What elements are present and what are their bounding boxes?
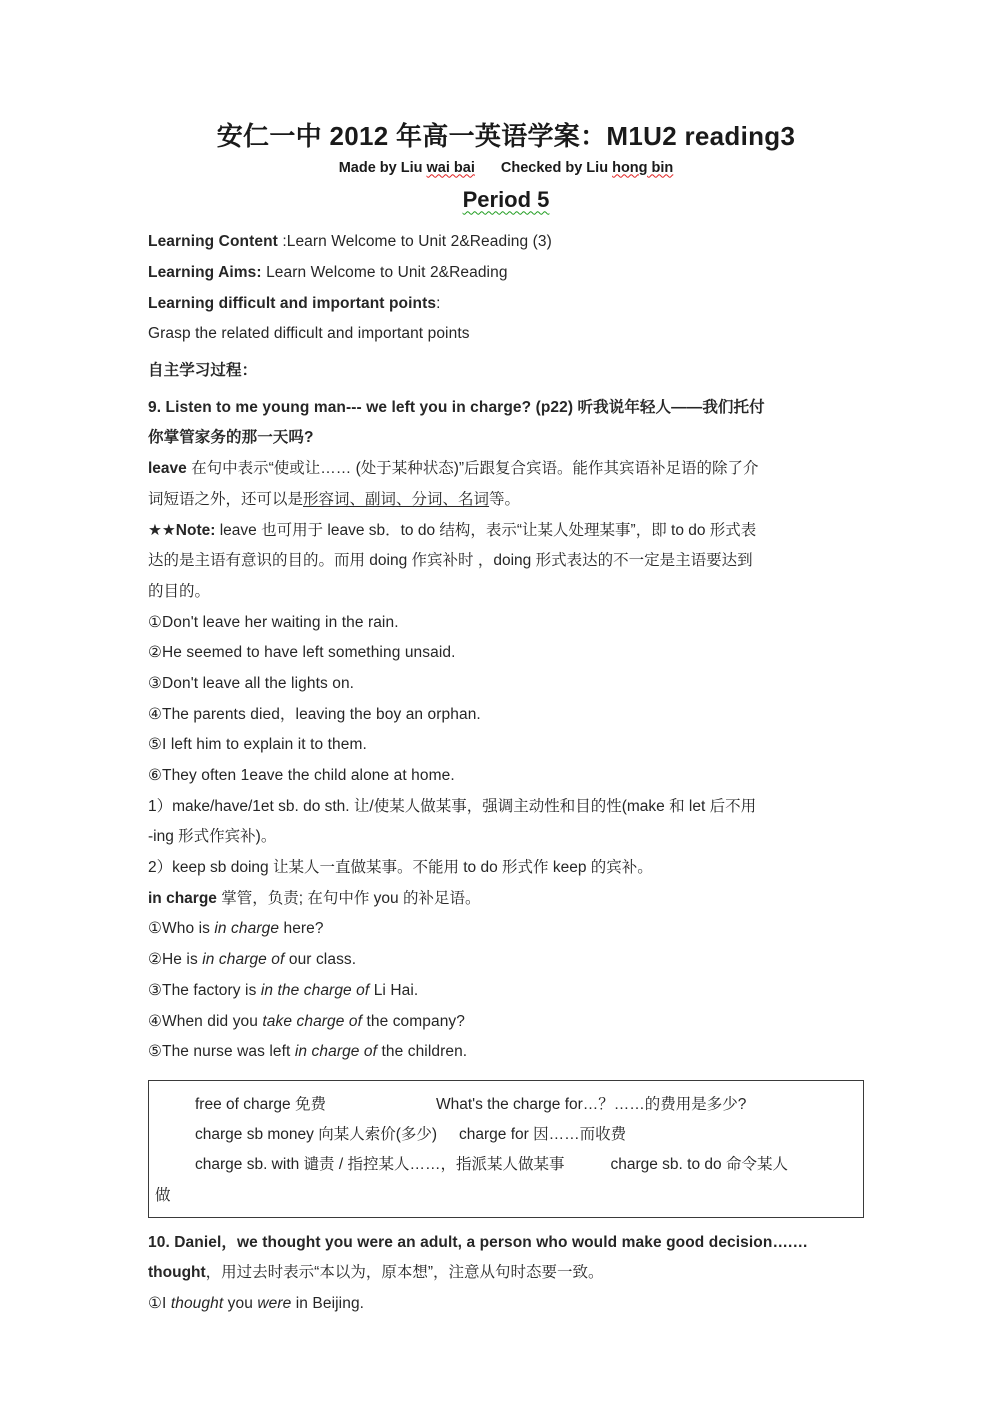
- list-item: [148, 945, 864, 976]
- circled-number-3: ③: [148, 674, 162, 692]
- example-post: Li Hai.: [369, 981, 419, 999]
- list-item: [148, 700, 864, 731]
- example-pre: The factory is: [162, 981, 261, 999]
- example-pre: When did you: [162, 1012, 263, 1030]
- document-content: [148, 120, 864, 1320]
- note-label: Note:: [175, 521, 216, 539]
- circled-number-5: ⑤: [148, 1043, 162, 1061]
- made-by-prefix: Made by Liu: [338, 159, 427, 176]
- period-label: Period 5: [462, 187, 550, 213]
- example-pre: He is: [162, 951, 203, 969]
- charge-row1-a: free of charge 免费: [195, 1095, 326, 1113]
- learning-content-value: :Learn Welcome to Unit 2&Reading (3): [277, 233, 552, 251]
- byline: [148, 159, 864, 178]
- example-post: the children.: [377, 1043, 468, 1061]
- item9-explain-text1: 在句中表示“使或让…… (处于某种状态)”后跟复合宾语。能作其宾语补足语的除了介: [186, 460, 759, 478]
- circled-number-1: ①: [148, 1295, 162, 1313]
- learning-content-row: [148, 227, 864, 258]
- list-item: [148, 914, 864, 945]
- example-text: The parents died，leaving the boy an orphan.: [162, 705, 481, 723]
- item10-heading: 10. Daniel，we thought you were an adult, a person who would make good decision….…: [148, 1233, 809, 1251]
- difficult-points-colon: :: [436, 294, 441, 312]
- example-phrase: in charge of: [202, 951, 285, 969]
- example-post: in Beijing.: [291, 1295, 365, 1313]
- charge-row: [155, 1150, 857, 1180]
- charge-row3-b: charge sb. to do 命令某人: [610, 1156, 788, 1174]
- list-item: [148, 761, 864, 792]
- item9-note-line2: 达的是主语有意识的目的。而用 doing 作宾补时 ，doing 形式表达的不一定是主语要达到: [148, 552, 753, 570]
- charge-row4-overflow: 做: [155, 1186, 171, 1204]
- learning-content-label: Learning Content: [148, 233, 278, 251]
- example-phrase: take charge of: [262, 1012, 363, 1030]
- learning-aims-value: Learn Welcome to Unit 2&Reading: [261, 264, 508, 282]
- charge-row: [155, 1090, 857, 1120]
- list-item: [148, 976, 864, 1007]
- list-item: [148, 1037, 864, 1068]
- circled-number-6: ⑥: [148, 767, 162, 785]
- example-text: Don't leave her waiting in the rain.: [162, 613, 399, 631]
- example-post: our class.: [284, 951, 357, 969]
- charge-row: [155, 1120, 857, 1150]
- example-post: here?: [279, 920, 324, 938]
- in-charge-label: in charge: [148, 889, 217, 907]
- in-charge-definition-row: [148, 884, 864, 915]
- item9-heading-line2: 你掌管家务的那一天吗?: [148, 429, 314, 447]
- item9-explain-underlined: 形容词、副词、分词、名词: [303, 490, 490, 508]
- example-text: He seemed to have left something unsaid.: [162, 644, 456, 662]
- item9-rule1-line1: 1）make/have/1et sb. do sth. 让/使某人做某事，强调主动性和目的性(make 和 let 后不用: [148, 797, 757, 815]
- process-heading: 自主学习过程：: [148, 362, 258, 380]
- example-pre: The nurse was left: [162, 1043, 295, 1061]
- list-item: [148, 1289, 864, 1320]
- example-pre: I: [162, 1295, 171, 1313]
- circled-number-4: ④: [148, 705, 162, 723]
- list-item: [148, 1007, 864, 1038]
- circled-number-1: ①: [148, 920, 162, 938]
- thought-explanation: ，用过去时表示“本以为，原本想”，注意从句时态要一致。: [205, 1264, 604, 1282]
- period-heading: [148, 187, 864, 213]
- example-phrase-were: were: [257, 1295, 292, 1313]
- charge-row1-b: What's the charge for…？……的费用是多少?: [435, 1095, 747, 1113]
- item9-explain-pre: 词短语之外，还可以是: [148, 490, 304, 508]
- thought-keyword: thought: [148, 1264, 206, 1282]
- item9-rule2: 2）keep sb doing 让某人一直做某事。不能用 to do 形式作 keep 的宾补。: [148, 859, 653, 877]
- difficult-points-label: Learning difficult and important points: [148, 294, 437, 312]
- circled-number-2: ②: [148, 951, 162, 969]
- example-phrase: in charge: [214, 920, 280, 938]
- example-phrase: in charge of: [294, 1043, 378, 1061]
- difficult-points-row: [148, 289, 864, 320]
- star-icon: ★★: [148, 521, 176, 539]
- item9-heading-line1: 9. Listen to me young man--- we left you in charge? (p22) 听我说年轻人——我们托付: [148, 398, 765, 416]
- item9-note-line1: [148, 516, 864, 547]
- learning-aims-label: Learning Aims:: [148, 264, 262, 282]
- learning-aims-row: [148, 258, 864, 289]
- checked-by-name: hong bin: [612, 159, 674, 176]
- list-item: [148, 608, 864, 639]
- circled-number-5: ⑤: [148, 736, 162, 754]
- charge-row2-a: charge sb money 向某人索价(多少): [195, 1126, 438, 1144]
- leave-keyword: leave: [148, 460, 187, 478]
- circled-number-2: ②: [148, 644, 162, 662]
- example-mid: you: [223, 1295, 258, 1313]
- checked-by-prefix: Checked by Liu: [500, 159, 613, 176]
- item10-thought-row: [148, 1258, 864, 1289]
- circled-number-3: ③: [148, 981, 162, 999]
- example-text: They often 1eave the child alone at home.: [162, 767, 455, 785]
- example-phrase-thought: thought: [170, 1295, 224, 1313]
- difficult-points-value: Grasp the related difficult and important points: [148, 325, 470, 343]
- item9-rule1-line2: -ing 形式作宾补)。: [148, 828, 277, 846]
- note-text1: leave 也可用于 leave sb．to do 结构，表示“让某人处理某事”，即 to do 形式表: [215, 521, 757, 539]
- item9-explain-post: 等。: [489, 490, 521, 508]
- charge-phrases-box: [148, 1080, 864, 1218]
- example-text: I left him to explain it to them.: [162, 736, 367, 754]
- example-post: the company?: [362, 1012, 466, 1030]
- list-item: [148, 730, 864, 761]
- circled-number-4: ④: [148, 1012, 162, 1030]
- page-title: 安仁一中 2012 年高一英语学案：M1U2 reading3: [216, 121, 796, 151]
- example-phrase: in the charge of: [260, 981, 370, 999]
- item9-explain-line2: [148, 485, 864, 516]
- charge-row2-b: charge for 因……而收费: [459, 1126, 627, 1144]
- made-by-name: wai bai: [426, 159, 475, 176]
- list-item: [148, 638, 864, 669]
- example-text: Don't leave all the lights on.: [162, 674, 355, 692]
- circled-number-1: ①: [148, 613, 162, 631]
- item9-note-line3: 的目的。: [148, 582, 211, 600]
- list-item: [148, 669, 864, 700]
- in-charge-definition: 掌管，负责; 在句中作 you 的补足语。: [216, 889, 481, 907]
- example-pre: Who is: [162, 920, 215, 938]
- charge-row3-a: charge sb. with 谴责 / 指控某人……，指派某人做某事: [195, 1156, 565, 1174]
- item9-explain-line1: [148, 454, 864, 485]
